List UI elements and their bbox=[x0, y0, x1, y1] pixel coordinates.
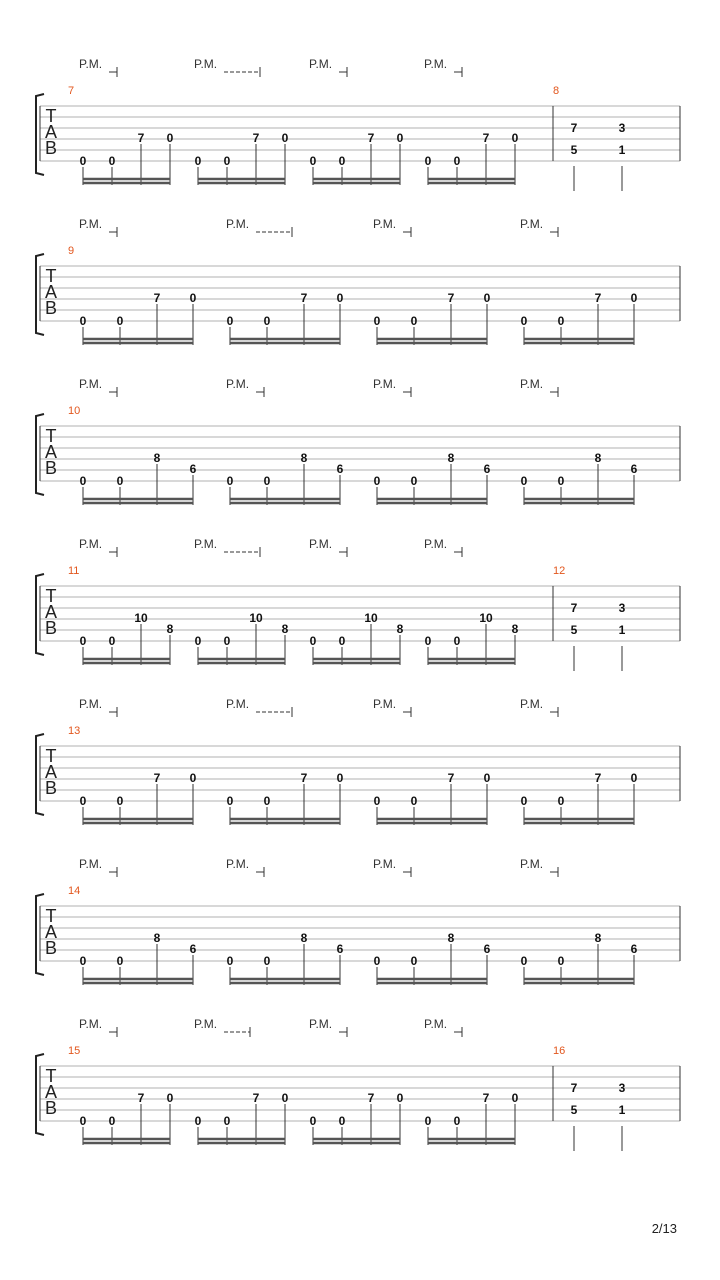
fret-number: 5 bbox=[570, 1103, 578, 1117]
fret-number: 6 bbox=[336, 462, 344, 476]
fret-number: 0 bbox=[263, 314, 271, 328]
fret-number: 1 bbox=[618, 143, 626, 157]
fret-number: 0 bbox=[223, 1114, 231, 1128]
fret-number: 0 bbox=[309, 154, 317, 168]
fret-number: 1 bbox=[618, 1103, 626, 1117]
measure-number: 9 bbox=[68, 245, 75, 257]
fret-number: 0 bbox=[424, 1114, 432, 1128]
fret-number: 0 bbox=[108, 154, 116, 168]
palm-mute-label: P.M. bbox=[226, 217, 250, 231]
palm-mute-label: P.M. bbox=[79, 1017, 103, 1031]
tab-clef-letter: T bbox=[45, 426, 57, 446]
fret-number: 8 bbox=[153, 451, 161, 465]
palm-mute-label: P.M. bbox=[194, 537, 218, 551]
fret-number: 7 bbox=[137, 1091, 145, 1105]
fret-number: 0 bbox=[281, 1091, 289, 1105]
fret-number: 1 bbox=[618, 623, 626, 637]
fret-number: 0 bbox=[194, 1114, 202, 1128]
fret-number: 0 bbox=[108, 1114, 116, 1128]
fret-number: 0 bbox=[373, 314, 381, 328]
palm-mute-label: P.M. bbox=[79, 537, 103, 551]
measure-number: 13 bbox=[68, 725, 81, 737]
fret-number: 0 bbox=[373, 794, 381, 808]
palm-mute-label: P.M. bbox=[79, 377, 103, 391]
fret-number: 0 bbox=[557, 954, 565, 968]
fret-number: 0 bbox=[116, 314, 124, 328]
fret-number: 0 bbox=[424, 634, 432, 648]
fret-number: 6 bbox=[630, 942, 638, 956]
fret-number: 0 bbox=[166, 1091, 174, 1105]
fret-number: 8 bbox=[447, 931, 455, 945]
palm-mute-label: P.M. bbox=[226, 377, 250, 391]
fret-number: 0 bbox=[424, 154, 432, 168]
tab-system bbox=[36, 697, 680, 825]
palm-mute-label: P.M. bbox=[79, 217, 103, 231]
fret-number: 7 bbox=[482, 1091, 490, 1105]
palm-mute-label: P.M. bbox=[79, 697, 103, 711]
measure-number: 14 bbox=[68, 885, 81, 897]
tab-clef-letter: T bbox=[45, 106, 57, 126]
tab-clef-letter: B bbox=[44, 298, 58, 318]
tab-system bbox=[36, 57, 680, 191]
fret-number: 0 bbox=[79, 314, 87, 328]
fret-number: 7 bbox=[447, 291, 455, 305]
fret-number: 0 bbox=[79, 154, 87, 168]
fret-number: 0 bbox=[453, 154, 461, 168]
fret-number: 6 bbox=[630, 462, 638, 476]
palm-mute-label: P.M. bbox=[520, 697, 544, 711]
fret-number: 0 bbox=[226, 954, 234, 968]
palm-mute-label: P.M. bbox=[520, 857, 544, 871]
palm-mute-label: P.M. bbox=[373, 697, 397, 711]
tab-system bbox=[36, 857, 680, 985]
tab-system bbox=[36, 217, 680, 345]
fret-number: 7 bbox=[153, 291, 161, 305]
fret-number: 7 bbox=[570, 601, 578, 615]
fret-number: 7 bbox=[594, 771, 602, 785]
fret-number: 7 bbox=[300, 291, 308, 305]
fret-number: 10 bbox=[479, 611, 493, 625]
tab-clef-letter: T bbox=[45, 586, 57, 606]
fret-number: 7 bbox=[482, 131, 490, 145]
palm-mute-label: P.M. bbox=[424, 1017, 448, 1031]
palm-mute-label: P.M. bbox=[79, 857, 103, 871]
fret-number: 0 bbox=[79, 634, 87, 648]
tab-clef-letter: B bbox=[44, 458, 58, 478]
fret-number: 8 bbox=[166, 622, 174, 636]
measure-number: 7 bbox=[68, 85, 75, 97]
tab-clef-letter: A bbox=[44, 442, 58, 462]
palm-mute-label: P.M. bbox=[309, 537, 333, 551]
fret-number: 8 bbox=[300, 451, 308, 465]
tab-clef-letter: A bbox=[44, 922, 58, 942]
tab-clef-letter: B bbox=[44, 938, 58, 958]
fret-number: 0 bbox=[226, 474, 234, 488]
fret-number: 0 bbox=[557, 794, 565, 808]
fret-number: 6 bbox=[189, 942, 197, 956]
fret-number: 10 bbox=[364, 611, 378, 625]
fret-number: 0 bbox=[226, 794, 234, 808]
fret-number: 0 bbox=[557, 474, 565, 488]
tab-clef-letter: A bbox=[44, 602, 58, 622]
fret-number: 0 bbox=[116, 794, 124, 808]
fret-number: 0 bbox=[630, 771, 638, 785]
fret-number: 8 bbox=[396, 622, 404, 636]
fret-number: 0 bbox=[108, 634, 116, 648]
fret-number: 7 bbox=[367, 1091, 375, 1105]
palm-mute-label: P.M. bbox=[309, 57, 333, 71]
fret-number: 0 bbox=[309, 1114, 317, 1128]
palm-mute-label: P.M. bbox=[79, 57, 103, 71]
fret-number: 8 bbox=[300, 931, 308, 945]
fret-number: 0 bbox=[79, 474, 87, 488]
fret-number: 0 bbox=[189, 771, 197, 785]
fret-number: 0 bbox=[410, 794, 418, 808]
fret-number: 0 bbox=[263, 794, 271, 808]
palm-mute-label: P.M. bbox=[520, 217, 544, 231]
tab-system bbox=[36, 377, 680, 505]
fret-number: 7 bbox=[594, 291, 602, 305]
fret-number: 0 bbox=[410, 954, 418, 968]
measure-number: 12 bbox=[553, 565, 566, 577]
tab-system bbox=[36, 1017, 680, 1151]
fret-number: 8 bbox=[594, 451, 602, 465]
fret-number: 7 bbox=[252, 131, 260, 145]
palm-mute-label: P.M. bbox=[424, 57, 448, 71]
fret-number: 0 bbox=[557, 314, 565, 328]
palm-mute-label: P.M. bbox=[373, 857, 397, 871]
fret-number: 0 bbox=[338, 634, 346, 648]
fret-number: 0 bbox=[410, 314, 418, 328]
fret-number: 0 bbox=[309, 634, 317, 648]
fret-number: 5 bbox=[570, 143, 578, 157]
fret-number: 0 bbox=[520, 314, 528, 328]
fret-number: 0 bbox=[194, 154, 202, 168]
palm-mute-label: P.M. bbox=[520, 377, 544, 391]
fret-number: 0 bbox=[338, 1114, 346, 1128]
fret-number: 8 bbox=[281, 622, 289, 636]
fret-number: 8 bbox=[511, 622, 519, 636]
fret-number: 7 bbox=[300, 771, 308, 785]
tab-system bbox=[36, 537, 680, 671]
fret-number: 0 bbox=[79, 954, 87, 968]
fret-number: 0 bbox=[263, 954, 271, 968]
fret-number: 0 bbox=[373, 954, 381, 968]
fret-number: 0 bbox=[520, 794, 528, 808]
fret-number: 0 bbox=[79, 1114, 87, 1128]
fret-number: 3 bbox=[618, 1081, 626, 1095]
tab-clef-letter: A bbox=[44, 762, 58, 782]
fret-number: 0 bbox=[511, 1091, 519, 1105]
palm-mute-label: P.M. bbox=[226, 857, 250, 871]
fret-number: 0 bbox=[511, 131, 519, 145]
fret-number: 0 bbox=[453, 634, 461, 648]
tab-clef-letter: T bbox=[45, 746, 57, 766]
fret-number: 0 bbox=[630, 291, 638, 305]
fret-number: 6 bbox=[189, 462, 197, 476]
tab-clef-letter: B bbox=[44, 1098, 58, 1118]
palm-mute-label: P.M. bbox=[424, 537, 448, 551]
fret-number: 0 bbox=[396, 131, 404, 145]
tab-clef-letter: T bbox=[45, 1066, 57, 1086]
fret-number: 7 bbox=[252, 1091, 260, 1105]
fret-number: 7 bbox=[137, 131, 145, 145]
fret-number: 8 bbox=[594, 931, 602, 945]
palm-mute-label: P.M. bbox=[194, 1017, 218, 1031]
tab-clef-letter: B bbox=[44, 618, 58, 638]
measure-number: 10 bbox=[68, 405, 81, 417]
fret-number: 0 bbox=[336, 771, 344, 785]
measure-number: 16 bbox=[553, 1045, 566, 1057]
fret-number: 0 bbox=[483, 291, 491, 305]
fret-number: 10 bbox=[249, 611, 263, 625]
measure-number: 8 bbox=[553, 85, 560, 97]
palm-mute-label: P.M. bbox=[309, 1017, 333, 1031]
fret-number: 0 bbox=[116, 474, 124, 488]
fret-number: 7 bbox=[447, 771, 455, 785]
fret-number: 8 bbox=[447, 451, 455, 465]
palm-mute-label: P.M. bbox=[373, 217, 397, 231]
fret-number: 0 bbox=[166, 131, 174, 145]
fret-number: 3 bbox=[618, 601, 626, 615]
fret-number: 0 bbox=[520, 474, 528, 488]
fret-number: 0 bbox=[281, 131, 289, 145]
fret-number: 0 bbox=[373, 474, 381, 488]
fret-number: 8 bbox=[153, 931, 161, 945]
palm-mute-label: P.M. bbox=[194, 57, 218, 71]
fret-number: 0 bbox=[520, 954, 528, 968]
fret-number: 0 bbox=[338, 154, 346, 168]
page-number: 2/13 bbox=[651, 1221, 677, 1236]
fret-number: 7 bbox=[153, 771, 161, 785]
fret-number: 6 bbox=[336, 942, 344, 956]
fret-number: 5 bbox=[570, 623, 578, 637]
palm-mute-label: P.M. bbox=[226, 697, 250, 711]
fret-number: 0 bbox=[79, 794, 87, 808]
fret-number: 6 bbox=[483, 462, 491, 476]
measure-number: 15 bbox=[68, 1045, 81, 1057]
fret-number: 0 bbox=[194, 634, 202, 648]
fret-number: 0 bbox=[263, 474, 271, 488]
fret-number: 0 bbox=[226, 314, 234, 328]
tab-clef-letter: B bbox=[44, 778, 58, 798]
tab-clef-letter: A bbox=[44, 1082, 58, 1102]
tab-clef-letter: T bbox=[45, 266, 57, 286]
tab-clef-letter: T bbox=[45, 906, 57, 926]
fret-number: 6 bbox=[483, 942, 491, 956]
fret-number: 10 bbox=[134, 611, 148, 625]
fret-number: 0 bbox=[189, 291, 197, 305]
fret-number: 7 bbox=[570, 121, 578, 135]
palm-mute-label: P.M. bbox=[373, 377, 397, 391]
measure-number: 11 bbox=[68, 565, 80, 577]
fret-number: 7 bbox=[367, 131, 375, 145]
fret-number: 0 bbox=[223, 634, 231, 648]
tab-clef-letter: A bbox=[44, 282, 58, 302]
fret-number: 0 bbox=[410, 474, 418, 488]
fret-number: 0 bbox=[223, 154, 231, 168]
fret-number: 0 bbox=[116, 954, 124, 968]
tab-clef-letter: B bbox=[44, 138, 58, 158]
fret-number: 0 bbox=[396, 1091, 404, 1105]
fret-number: 0 bbox=[483, 771, 491, 785]
tab-clef-letter: A bbox=[44, 122, 58, 142]
fret-number: 0 bbox=[336, 291, 344, 305]
fret-number: 0 bbox=[453, 1114, 461, 1128]
fret-number: 3 bbox=[618, 121, 626, 135]
fret-number: 7 bbox=[570, 1081, 578, 1095]
